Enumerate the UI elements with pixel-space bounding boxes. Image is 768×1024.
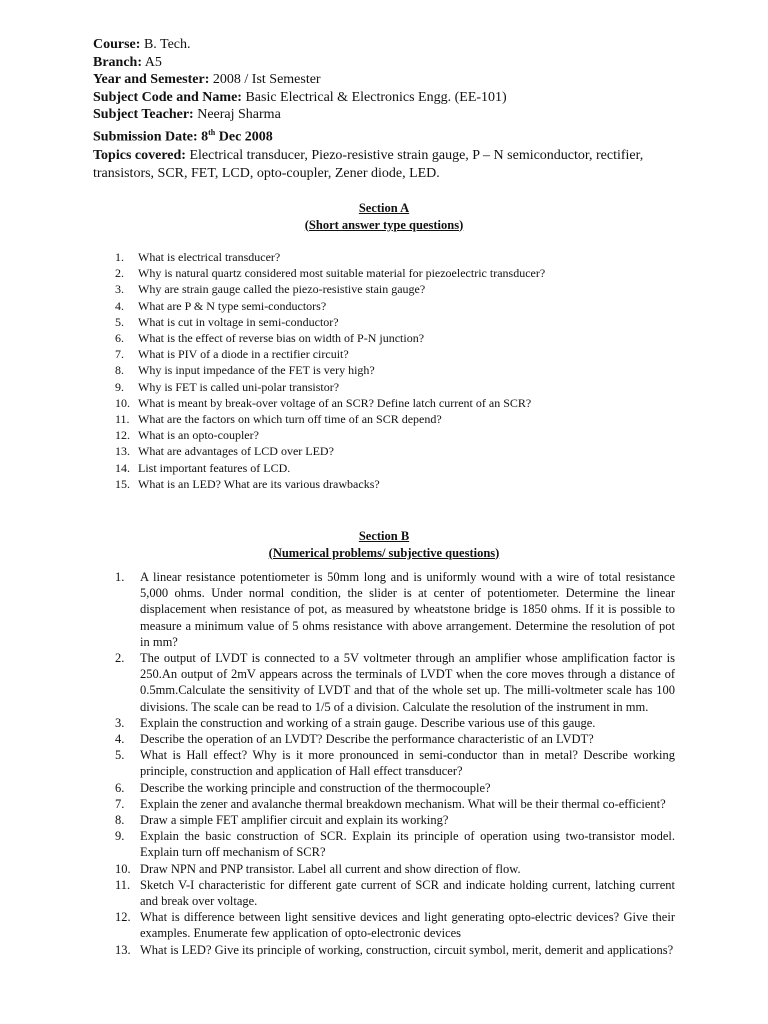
question-item — [115, 731, 675, 747]
course-value: B. Tech. — [140, 37, 191, 52]
question-item — [115, 650, 675, 715]
question-number: 11. — [115, 877, 131, 892]
submission-day-suffix: th — [208, 127, 216, 137]
question-text: What is PIV of a diode in a rectifier circuit? — [138, 347, 349, 362]
year-semester-value: 2008 / Ist Semester — [209, 72, 321, 87]
question-item — [115, 909, 675, 941]
course-header — [93, 36, 693, 146]
question-number: 2. — [115, 651, 125, 666]
question-item — [115, 828, 675, 860]
question-item — [115, 877, 675, 909]
subject-value: Basic Electrical & Electronics Engg. (EE-101) — [241, 89, 507, 105]
question-text: What are the factors on which turn off time of an SCR depend? — [138, 412, 442, 427]
question-item — [115, 298, 675, 314]
question-number: 4. — [115, 732, 125, 747]
question-item — [115, 861, 675, 877]
question-item — [115, 715, 675, 731]
question-text: Why is natural quartz considered most suitable material for piezoelectric transducer? — [138, 266, 546, 281]
teacher-line — [93, 106, 693, 124]
year-semester-line — [93, 71, 693, 89]
question-text: Why is input impedance of the FET is very high? — [138, 363, 375, 378]
question-number: 4. — [115, 298, 124, 313]
question-text: Explain the zener and avalanche thermal breakdown mechanism. What will be their thermal co-efficient? — [140, 796, 666, 811]
question-item — [115, 460, 675, 476]
question-text: What is meant by break-over voltage of an SCR? Define latch current of an SCR? — [138, 395, 532, 410]
question-number: 3. — [115, 715, 125, 730]
question-text: Why is FET is called uni-polar transistor? — [138, 379, 340, 394]
question-item — [115, 379, 675, 395]
question-item — [115, 476, 675, 492]
question-number: 9. — [115, 379, 124, 394]
question-number: 7. — [115, 347, 124, 362]
question-number: 12. — [115, 428, 130, 443]
submission-day: 8 — [197, 129, 209, 145]
question-number: 10. — [115, 395, 130, 410]
question-text: What are P & N type semi-conductors? — [138, 298, 327, 313]
question-item — [115, 569, 675, 650]
question-text: What is an LED? What are its various drawbacks? — [138, 476, 380, 491]
subject-line — [93, 89, 693, 107]
question-text: Why are strain gauge called the piezo-resistive stain gauge? — [138, 282, 426, 297]
question-number: 9. — [115, 829, 125, 844]
question-text: Sketch V-I characteristic for different gate current of SCR and indicate holding current, latching current and break over voltage. — [140, 877, 675, 909]
question-item — [115, 411, 675, 427]
section-b-question-list — [115, 569, 675, 958]
question-number: 10. — [115, 861, 131, 876]
question-number: 6. — [115, 780, 125, 795]
question-number: 6. — [115, 331, 124, 346]
question-text: The output of LVDT is connected to a 5V voltmeter through an amplifier whose amplification factor is 250.An output of 2mV appears across the terminals of LVDT when the core moves through a distance of 0.5mm.Calculate the sensitivity of LVDT and that of the whole set up. The milli-voltmeter scale has 100 divisions. The scale can be read to 1/5 of a division. Calculate the resolution of the instrument in mm. — [140, 651, 675, 714]
question-item — [115, 249, 675, 265]
question-text: A linear resistance potentiometer is 50mm long and is uniformly wound with a wire of total resistance 5,000 ohms. Under normal condition, the slider is at center of potentiometer. Determine the linear displacement when resistance of pot, as measured by wheatstone bridge is 1850 ohms. If it is possible to measure a minimum value of 5 ohms resistance with above arrangement. Determine the resolution of pot in mm? — [140, 570, 675, 649]
question-number: 5. — [115, 748, 125, 763]
year-semester-label: Year and Semester: — [93, 72, 210, 87]
question-item — [115, 265, 675, 281]
section-b-subtitle: (Numerical problems/ subjective questions) — [268, 545, 500, 560]
question-text: Draw a simple FET amplifier circuit and explain its working? — [140, 813, 449, 828]
question-text: Describe the working principle and construction of the thermocouple? — [140, 780, 491, 795]
question-item — [115, 747, 675, 779]
branch-label: Branch: — [93, 54, 142, 70]
question-text: What are advantages of LCD over LED? — [138, 444, 334, 459]
question-number: 12. — [115, 910, 131, 925]
submission-month-year: Dec 2008 — [215, 129, 273, 145]
section-a-title: Section A — [358, 201, 410, 215]
question-number: 5. — [115, 314, 124, 329]
question-text: What is Hall effect? Why is it more pronounced in semi-conductor than in metal? Describe working principle, construction and application of Hall effect transducer? — [140, 748, 675, 779]
question-item — [115, 281, 675, 297]
question-text: List important features of LCD. — [138, 460, 291, 475]
question-text: What is difference between light sensitive devices and light generating opto-electric devices? Give their examples. Enumerate few application of opto-electronic devices — [140, 910, 675, 941]
topics-covered — [93, 147, 693, 183]
question-text: What is an opto-coupler? — [138, 428, 259, 443]
question-item — [115, 346, 675, 362]
question-number: 13. — [115, 444, 130, 459]
question-number: 2. — [115, 266, 124, 281]
section-a-heading — [0, 200, 768, 233]
question-number: 15. — [115, 476, 130, 491]
submission-line — [93, 124, 693, 146]
course-label: Course: — [93, 37, 141, 52]
question-item — [115, 942, 675, 958]
teacher-value: Neeraj Sharma — [193, 107, 281, 122]
question-number: 1. — [115, 250, 124, 264]
section-b-heading — [0, 528, 768, 561]
topics-text: Electrical transducer, Piezo-resistive strain gauge, P – N semiconductor, rectifier, transistors, SCR, FET, LCD, opto-coupler, Zener diode, LED. — [93, 148, 644, 181]
question-item — [115, 427, 675, 443]
question-item — [115, 330, 675, 346]
question-item — [115, 796, 675, 812]
question-item — [115, 314, 675, 330]
question-number: 14. — [115, 460, 130, 475]
question-text: What is cut in voltage in semi-conductor? — [138, 314, 339, 329]
submission-label: Submission Date: — [93, 129, 198, 145]
branch-line — [93, 54, 693, 72]
question-number: 13. — [115, 942, 131, 957]
question-number: 11. — [115, 412, 130, 427]
question-item — [115, 362, 675, 378]
course-line — [93, 36, 693, 54]
section-b-title: Section B — [358, 529, 410, 543]
question-text: Explain the construction and working of a strain gauge. Describe various use of this gauge. — [140, 715, 596, 730]
question-item — [115, 780, 675, 796]
question-number: 8. — [115, 813, 125, 828]
question-text: Draw NPN and PNP transistor. Label all current and show direction of flow. — [140, 861, 521, 876]
question-item — [115, 395, 675, 411]
teacher-label: Subject Teacher: — [93, 107, 194, 122]
question-number: 1. — [115, 570, 125, 584]
question-number: 7. — [115, 796, 125, 811]
question-number: 3. — [115, 282, 124, 297]
question-text: What is LED? Give its principle of working, construction, circuit symbol, merit, demerit and applications? — [140, 942, 674, 957]
topics-label: Topics covered: — [93, 148, 186, 163]
question-number: 8. — [115, 363, 124, 378]
section-a-subtitle: (Short answer type questions) — [304, 217, 464, 232]
question-text: What is electrical transducer? — [138, 250, 281, 264]
section-a-question-list — [115, 249, 675, 492]
branch-value: A5 — [142, 54, 162, 70]
subject-label: Subject Code and Name: — [93, 89, 242, 105]
question-item — [115, 812, 675, 828]
question-text: What is the effect of reverse bias on width of P-N junction? — [138, 331, 425, 346]
question-item — [115, 443, 675, 459]
question-text: Describe the operation of an LVDT? Describe the performance characteristic of an LVDT? — [140, 732, 594, 747]
question-text: Explain the basic construction of SCR. Explain its principle of operation using two-transistor model. Explain turn off mechanism of SCR? — [140, 829, 675, 860]
